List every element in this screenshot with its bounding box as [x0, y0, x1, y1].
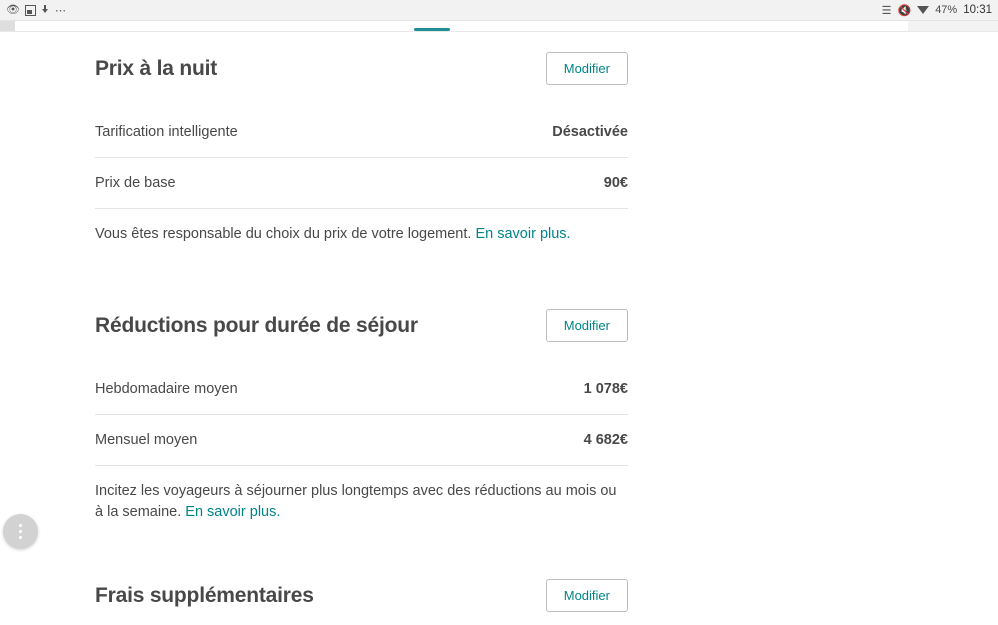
section-header [95, 52, 628, 85]
table-row[interactable] [95, 415, 628, 466]
eye-icon: 👁 [6, 3, 20, 16]
tab-strip-right-edge [908, 21, 998, 31]
page-title: Prix à la nuit [95, 56, 218, 80]
more-options-fab[interactable] [3, 514, 38, 549]
learn-more-link[interactable]: En savoir plus. [185, 504, 281, 521]
row-label: Mensuel moyen [95, 432, 198, 449]
table-row[interactable] [95, 364, 628, 415]
status-bar-right-icons [882, 4, 992, 17]
page-content [95, 32, 628, 612]
modify-nightly-price-button[interactable]: Modifier [546, 52, 628, 85]
mute-icon: 🔇 [897, 4, 912, 17]
table-row[interactable] [95, 158, 628, 209]
vertical-dots-icon [19, 523, 22, 541]
scrollable-page[interactable] [0, 32, 998, 625]
active-tab-indicator[interactable] [414, 28, 450, 31]
section-title: Frais supplémentaires [95, 583, 314, 607]
bluetooth-icon: ☰ [881, 4, 892, 17]
section-title: Réductions pour durée de séjour [95, 313, 418, 337]
section-note [95, 209, 628, 245]
modify-extra-fees-button[interactable]: Modifier [546, 579, 628, 612]
row-label: Prix de base [95, 175, 176, 191]
clock: 10:31 [963, 4, 992, 16]
section-spacer [95, 261, 628, 309]
section-nightly-price [95, 52, 628, 245]
row-value: 1 078€ [583, 381, 628, 398]
section-length-of-stay-discounts [95, 309, 628, 523]
status-bar-left-icons [6, 4, 66, 17]
learn-more-link[interactable]: En savoir plus. [475, 226, 571, 242]
note-text: Incitez les voyageurs à séjourner plus longtemps avec des réductions au mois ou à la semaine. [95, 483, 617, 521]
note-text: Vous êtes responsable du choix du prix de votre logement. [95, 226, 476, 242]
row-value: 90€ [603, 175, 628, 191]
android-status-bar [0, 0, 998, 21]
section-header [95, 309, 628, 342]
modify-discounts-button[interactable]: Modifier [546, 309, 628, 342]
section-note [95, 466, 628, 523]
section-header [95, 579, 628, 612]
section-extra-fees [95, 579, 628, 612]
table-row[interactable] [95, 107, 628, 158]
more-icon: ⋯ [54, 4, 66, 17]
screenshot-icon [25, 5, 36, 16]
row-value: Désactivée [552, 124, 628, 140]
app-tab-strip [0, 21, 998, 32]
row-label: Tarification intelligente [95, 124, 238, 140]
section-spacer [95, 539, 628, 579]
battery-level: 47% [935, 4, 958, 16]
row-value: 4 682€ [583, 432, 628, 449]
tab-strip-left-edge [0, 21, 15, 31]
download-icon [41, 5, 50, 16]
wifi-icon [917, 6, 929, 14]
row-label: Hebdomadaire moyen [95, 381, 238, 398]
